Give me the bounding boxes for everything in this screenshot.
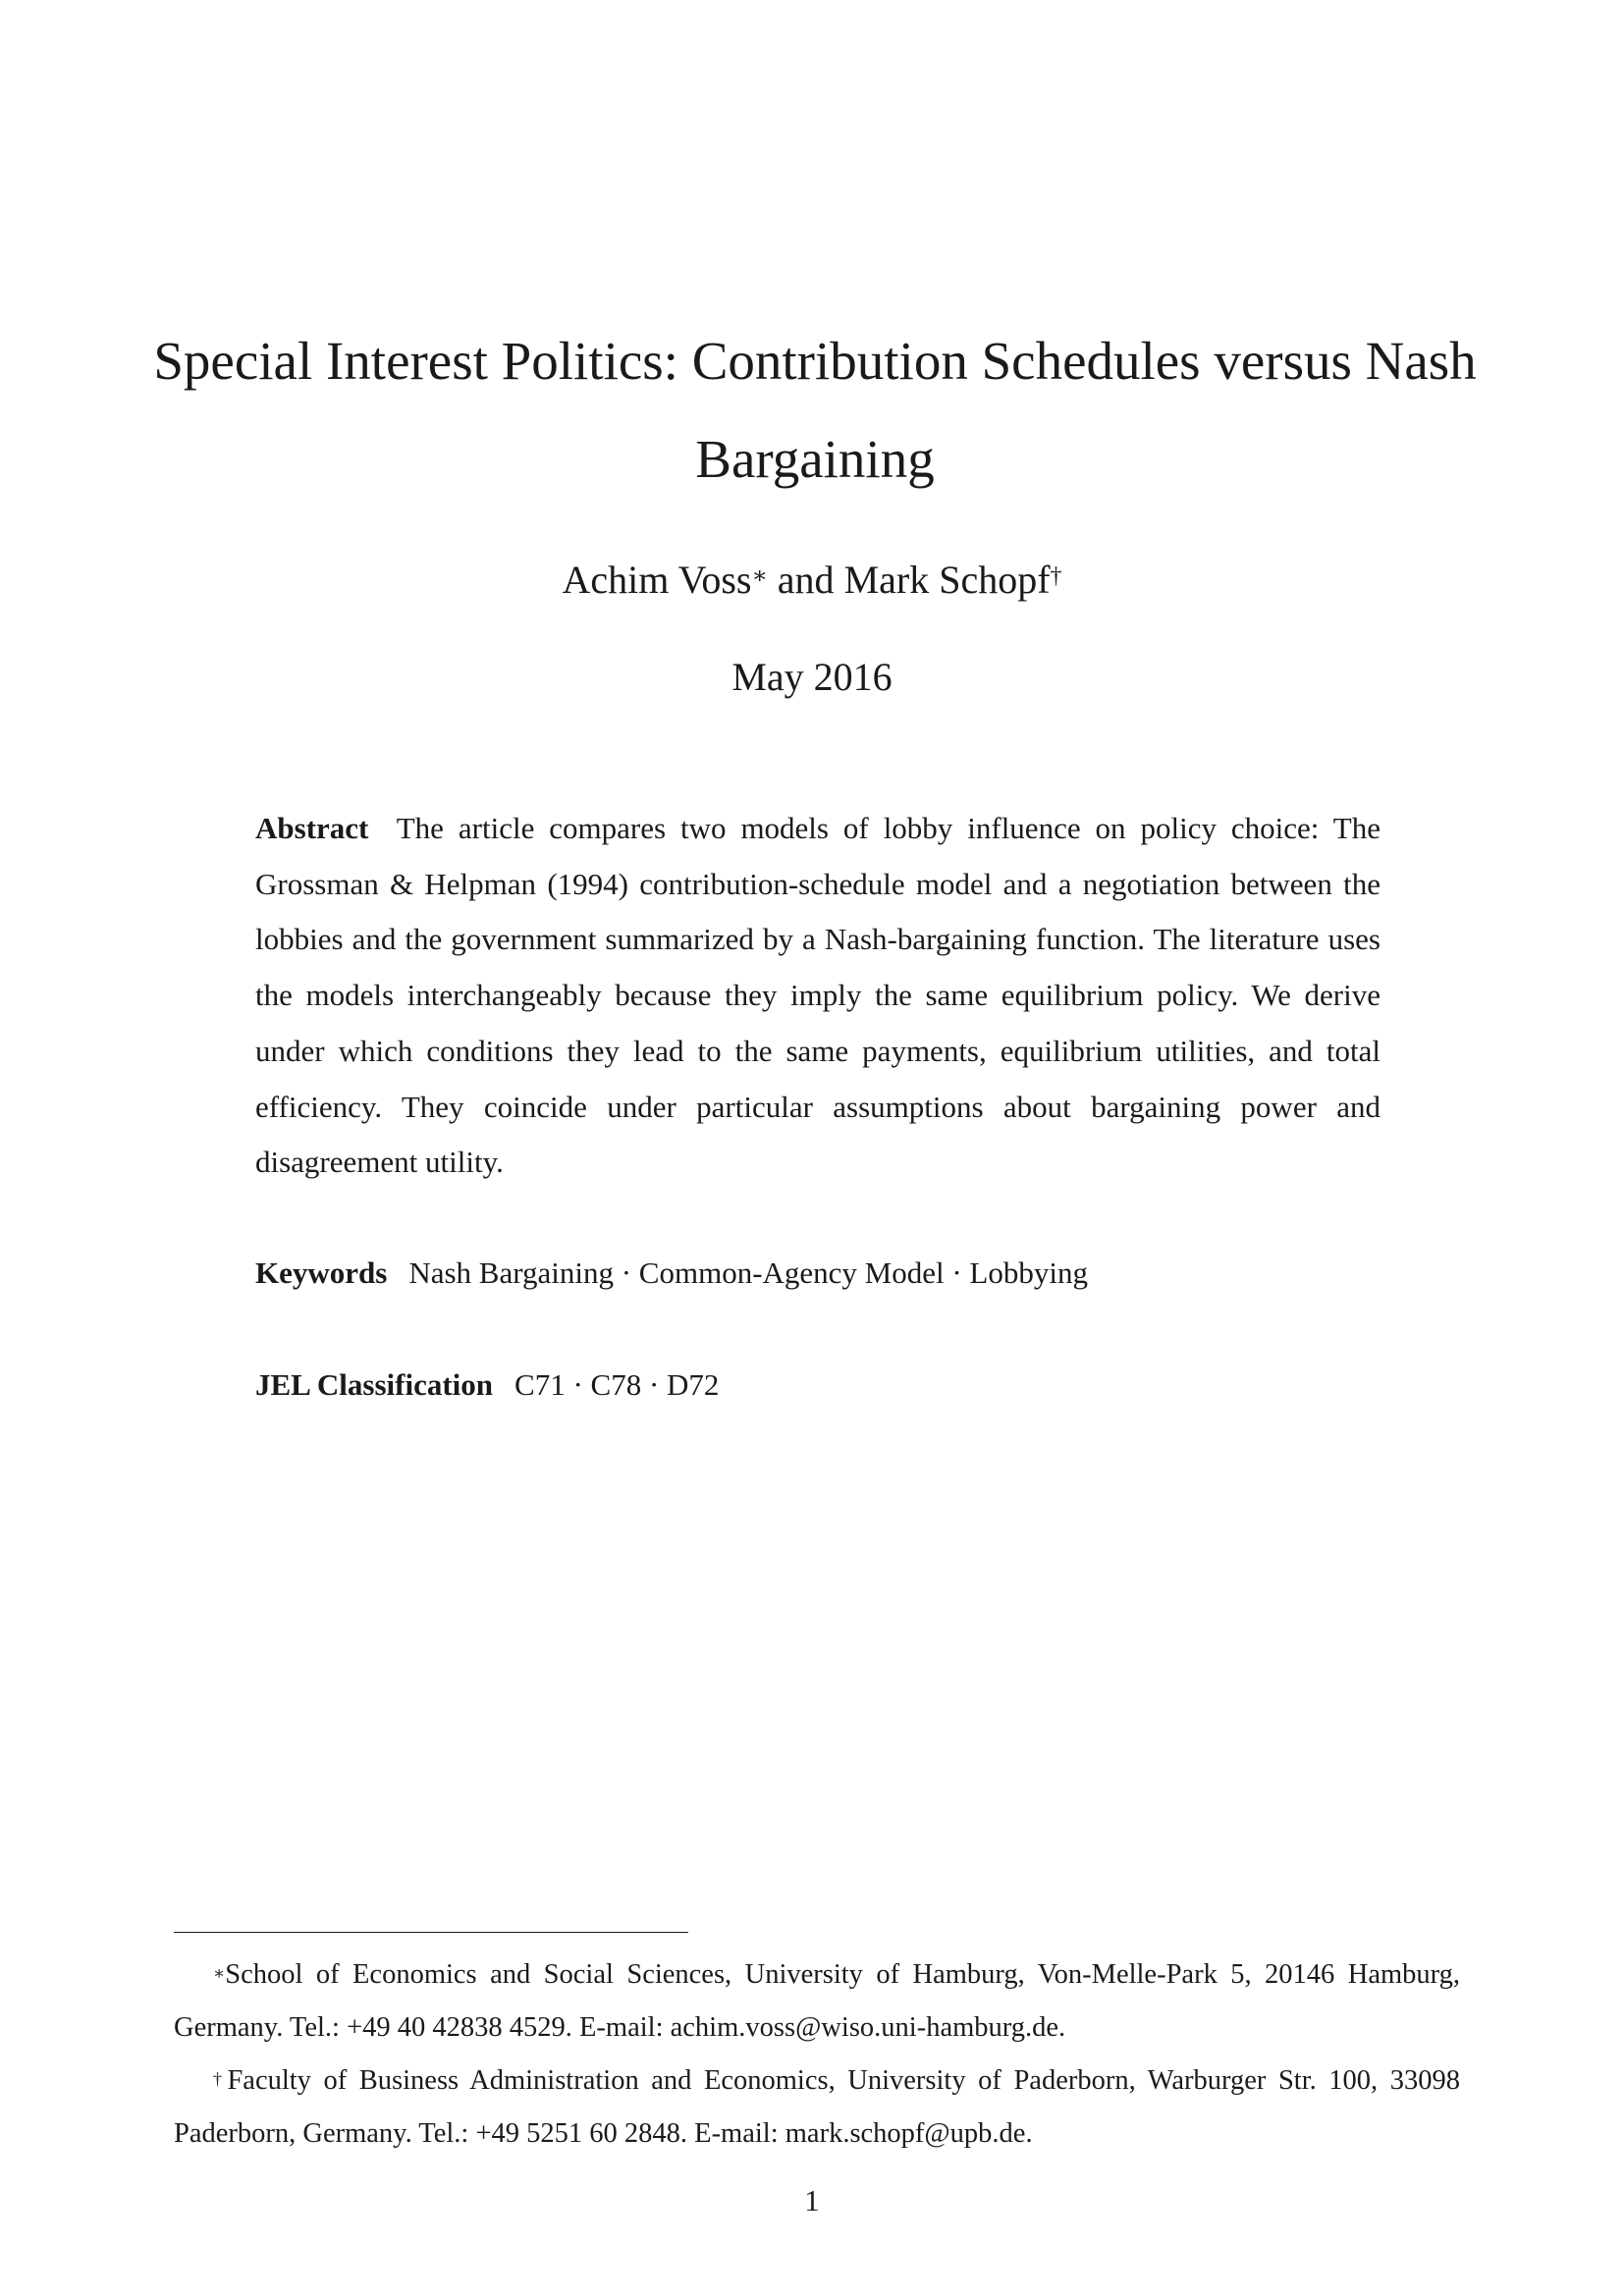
keywords-text: Nash Bargaining · Common-Agency Model · Lobbying <box>408 1255 1088 1290</box>
paper-title: Special Interest Politics: Contribution Schedules versus Nash Bargaining <box>153 331 1477 489</box>
abstract <box>255 801 1380 1191</box>
jel-text: C71 · C78 · D72 <box>514 1367 720 1402</box>
author-name-2: Mark Schopf <box>843 558 1051 602</box>
publication-date: May 2016 <box>731 655 893 699</box>
footnote-text-1: School of Economics and Social Sciences, University of Hamburg, Von-Melle-Park 5, 20146 Hamburg, Germany. Tel.: +49 40 42838 4529. E-mail: achim.voss@wiso.uni-hamburg.de. <box>174 1959 1460 2043</box>
footnote-mark-1: ∗ <box>213 1963 226 1983</box>
abstract-label: Abstract <box>255 811 369 845</box>
footnote-text-2: Faculty of Business Administration and Economics, University of Paderborn, Warburger Str. 100, 33098 Paderborn, Germany. Tel.: +49 5251 60 2848. E-mail: mark.schopf@upb.de. <box>174 2065 1460 2149</box>
abstract-text: The article compares two models of lobby influence on policy choice: The Grossman & Helpman (1994) contribution-schedule model and a negotiation between the lobbies and the government summarized by a Nash-bargaining function. The literature uses the models interchangeably because they imply the same equilibrium policy. We derive under which conditions they lead to the same payments, equilibrium utilities, and total efficiency. They coincide under particular assumptions about bargaining power and disagreement utility. <box>255 811 1380 1180</box>
author-connector: and <box>767 558 844 602</box>
page-number: 1 <box>804 2183 820 2217</box>
keywords <box>255 1249 1380 1298</box>
author-name-1: Achim Voss <box>562 558 752 602</box>
author-footnote-mark-1: ∗ <box>751 563 768 589</box>
author-footnote-mark-2: † <box>1050 563 1062 589</box>
author-line <box>0 556 1624 605</box>
keywords-label: Keywords <box>255 1255 388 1290</box>
footnote-2 <box>174 2055 1460 2161</box>
footnote-mark-2: † <box>213 2069 228 2089</box>
jel-classification <box>255 1361 1380 1410</box>
footnote-1 <box>174 1949 1460 2055</box>
jel-label: JEL Classification <box>255 1367 494 1402</box>
footnote-rule <box>174 1932 688 1933</box>
